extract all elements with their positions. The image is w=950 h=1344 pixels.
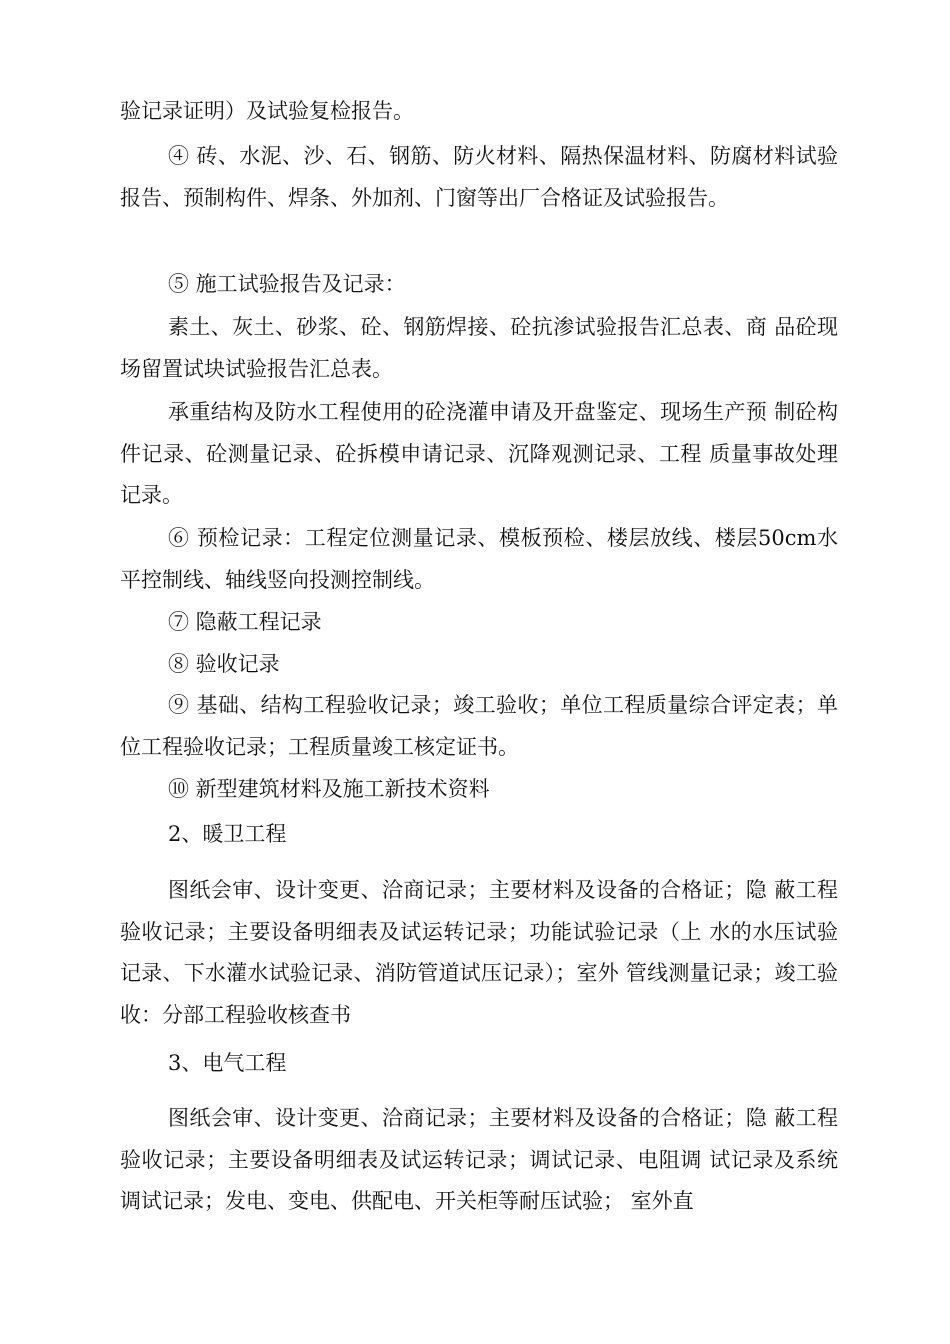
paragraph-item-4-materials: ④ 砖、水泥、沙、石、钢筋、防火材料、隔热保温材料、防腐材料试验报告、预制构件、焊条、外加剂、门窗等出厂合格证及试验报告。 bbox=[120, 144, 838, 210]
paragraph-item-10: ⑩ 新型建筑材料及施工新技术资料 bbox=[168, 777, 490, 801]
paragraph-electrical: 图纸会审、设计变更、洽商记录；主要材料及设备的合格证；隐 蔽工程验收记录；主要设备明细表及试运转记录；调试记录、电阻调 试记录及系统调试记录；发电、变电、供配电、开关柜等耐压试验； 室外直 bbox=[120, 1106, 838, 1213]
paragraph-plumbing-heating: 图纸会审、设计变更、洽商记录；主要材料及设备的合格证；隐 蔽工程验收记录；主要设备明细表及试运转记录；功能试验记录（上 水的水压试验记录、下水灌水试验记录、消防管道试压记录）；室外 管线测量记录；竣工验收：分部工程验收核查书 bbox=[120, 878, 838, 1027]
section-heading-2: 2、暖卫工程 bbox=[168, 822, 287, 846]
paragraph-item-6-prechecks: ⑥ 预检记录：工程定位测量记录、模板预检、楼层放线、楼层50cm水平控制线、轴线竖向投测控制线。 bbox=[120, 526, 838, 592]
paragraph-item-5-heading: ⑤ 施工试验报告及记录： bbox=[168, 272, 406, 296]
paragraph-concrete-records: 承重结构及防水工程使用的砼浇灌申请及开盘鉴定、现场生产预 制砼构件记录、砼测量记录、砼拆模申请记录、沉降观测记录、工程 质量事故处理记录。 bbox=[120, 400, 838, 507]
section-heading-3: 3、电气工程 bbox=[168, 1051, 287, 1075]
paragraph-item-9-acceptance: ⑨ 基础、结构工程验收记录；竣工验收；单位工程质量综合评定表；单位工程验收记录；工程质量竣工核定证书。 bbox=[120, 693, 838, 759]
paragraph-test-summary: 素土、灰土、砂浆、砼、钢筋焊接、砼抗渗试验报告汇总表、商 品砼现场留置试块试验报告汇总表。 bbox=[120, 315, 838, 381]
paragraph-item-7: ⑦ 隐蔽工程记录 bbox=[168, 610, 322, 634]
paragraph-item-8: ⑧ 验收记录 bbox=[168, 652, 280, 676]
paragraph-continuation: 验记录证明）及试验复检报告。 bbox=[120, 99, 414, 123]
